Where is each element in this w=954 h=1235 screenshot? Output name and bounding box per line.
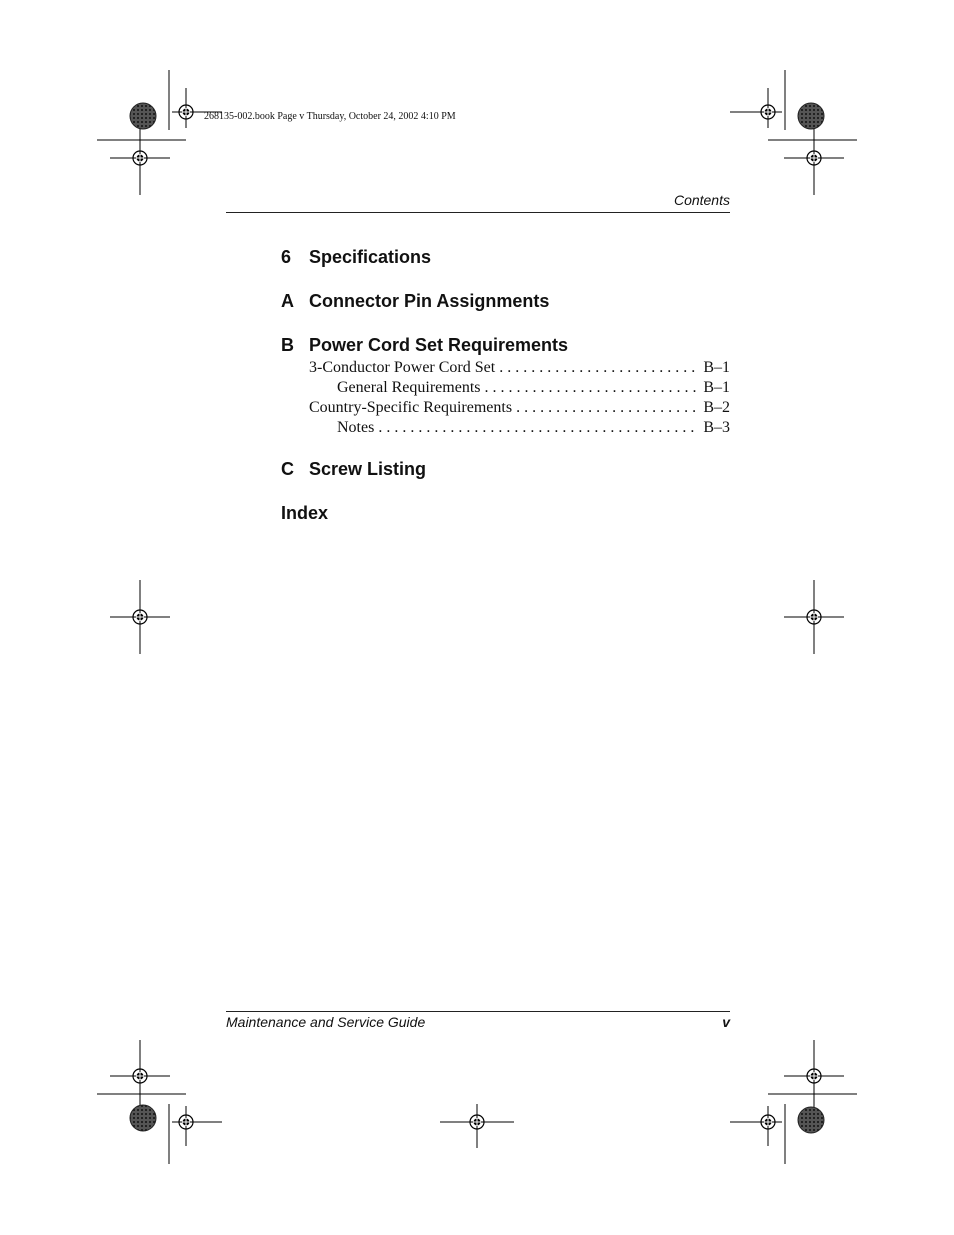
chapter-number: C: [281, 458, 294, 479]
dot-leader: [378, 418, 699, 438]
footer-rule: [226, 1011, 730, 1012]
running-head: Contents: [673, 192, 730, 208]
chapter-title: Specifications: [309, 246, 432, 267]
chapter-number: B: [281, 334, 294, 355]
chapter-b-entries: [281, 358, 730, 438]
toc-chapter[interactable]: [281, 332, 730, 358]
chapter-number: A: [281, 290, 294, 311]
chapter-title: Index: [281, 502, 329, 523]
print-slug: 268135-002.book Page v Thursday, October 24, 2002 4:10 PM: [204, 111, 456, 122]
toc-chapter[interactable]: [281, 456, 730, 482]
chapter-title: Power Cord Set Requirements: [309, 334, 569, 355]
entry-title: General Requirements: [337, 379, 481, 396]
toc-chapter-index[interactable]: [281, 500, 730, 526]
chapter-title: Connector Pin Assignments: [309, 290, 550, 311]
footer-title: Maintenance and Service Guide: [226, 1014, 426, 1030]
chapter-title: Screw Listing: [309, 458, 427, 479]
page-number: v: [722, 1014, 730, 1030]
dot-leader: [499, 358, 699, 378]
toc-entry[interactable]: [281, 378, 730, 398]
dot-leader: [485, 378, 700, 398]
chapter-number: 6: [281, 246, 292, 267]
entry-title: 3-Conductor Power Cord Set: [309, 359, 496, 376]
entry-title: Notes: [337, 419, 375, 436]
toc-entry[interactable]: [281, 418, 730, 438]
toc-entry[interactable]: [281, 358, 730, 378]
toc-chapter[interactable]: [281, 244, 730, 270]
dot-leader: [516, 398, 699, 418]
entry-page: B–1: [703, 379, 730, 396]
toc-chapter[interactable]: [281, 288, 730, 314]
entry-page: B–1: [703, 359, 730, 376]
entry-page: B–2: [703, 399, 730, 416]
entry-title: Country-Specific Requirements: [309, 399, 513, 416]
header-rule: [226, 212, 730, 213]
toc-entry[interactable]: [281, 398, 730, 418]
entry-page: B–3: [703, 419, 730, 436]
table-of-contents: [281, 244, 730, 526]
